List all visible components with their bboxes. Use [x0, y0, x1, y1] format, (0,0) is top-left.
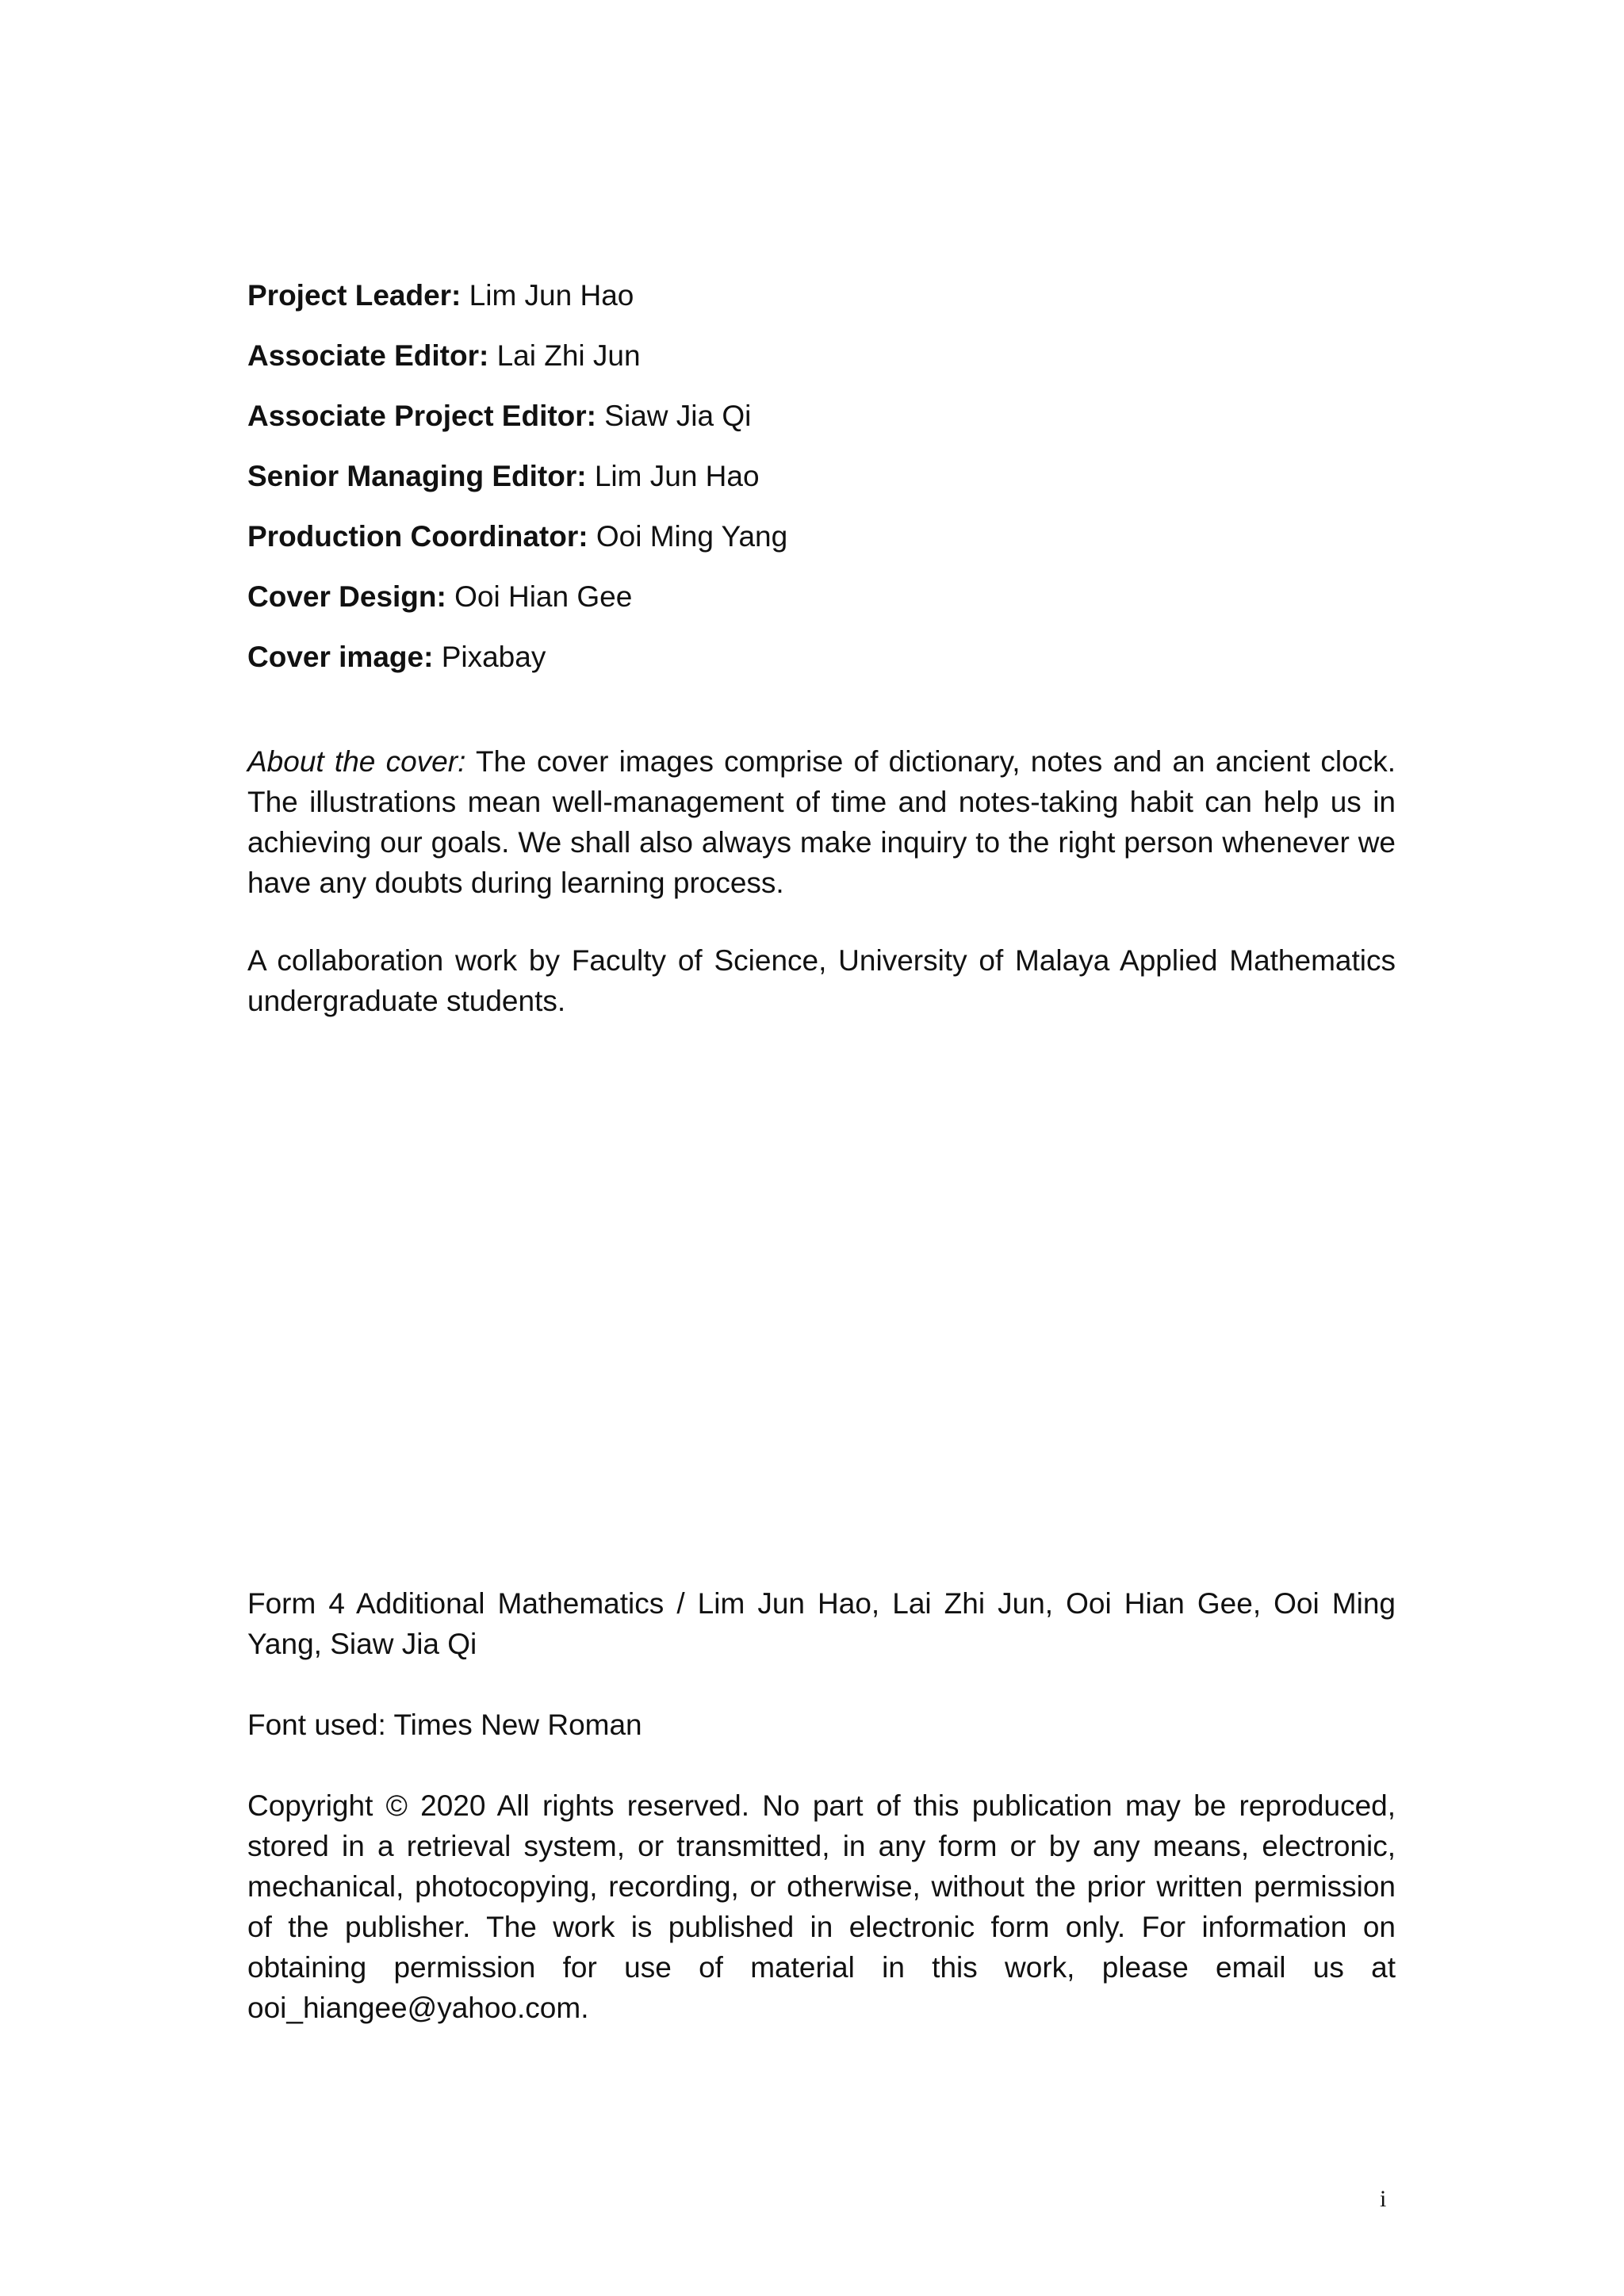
credits-list — [247, 277, 1397, 699]
credit-associate-project-editor — [247, 398, 1397, 434]
credit-label: Associate Editor: — [247, 339, 489, 372]
credit-value: Lai Zhi Jun — [488, 339, 641, 372]
credit-associate-editor — [247, 338, 1397, 374]
credit-project-leader — [247, 277, 1397, 314]
credit-value: Pixabay — [433, 641, 546, 673]
credit-label: Associate Project Editor: — [247, 400, 597, 432]
credit-value: Lim Jun Hao — [461, 279, 634, 312]
book-info-paragraph: Form 4 Additional Mathematics / Lim Jun Hao, Lai Zhi Jun, Ooi Hian Gee, Ooi Ming Yang, Siaw Jia Qi — [247, 1587, 1396, 1660]
credit-value: Lim Jun Hao — [586, 460, 760, 492]
font-used-paragraph: Font used: Times New Roman — [247, 1709, 642, 1741]
credit-cover-design — [247, 579, 1397, 615]
about-the-cover-paragraph — [247, 741, 1396, 903]
copyright-paragraph: Copyright © 2020 All rights reserved. No part of this publication may be reproduced, stored in a retrieval system, or transmitted, in any form or by any means, electronic, mechanical, photocopying, recording, or otherwise, without the prior written permission of the publisher. The work is published in electronic form only. For information on obtaining permission for use of material in this work, please email us at ooi_hiangee@yahoo.com. — [247, 1789, 1396, 2024]
collaboration-paragraph: A collaboration work by Faculty of Science, University of Malaya Applied Mathematics undergraduate students. — [247, 944, 1396, 1017]
credit-label: Cover Design: — [247, 580, 446, 613]
credit-value: Ooi Ming Yang — [588, 520, 788, 553]
about-the-cover-text: The cover images comprise of dictionary, notes and an ancient clock. The illustrations mean well-management of time and notes-taking habit can help us in achieving our goals. We shall also always make inquiry to the right person whenever we have any doubts during learning process. — [247, 745, 1396, 899]
credit-label: Senior Managing Editor: — [247, 460, 587, 492]
credit-value: Siaw Jia Qi — [596, 400, 752, 432]
credit-senior-managing-editor — [247, 458, 1397, 495]
credit-label: Cover image: — [247, 641, 434, 673]
credit-label: Production Coordinator: — [247, 520, 588, 553]
credit-value: Ooi Hian Gee — [446, 580, 633, 613]
about-the-cover-label: About the cover: — [247, 745, 466, 778]
credit-production-coordinator — [247, 519, 1397, 555]
credit-label: Project Leader: — [247, 279, 462, 312]
page-number: i — [1380, 2186, 1387, 2212]
credit-cover-image — [247, 639, 1397, 675]
